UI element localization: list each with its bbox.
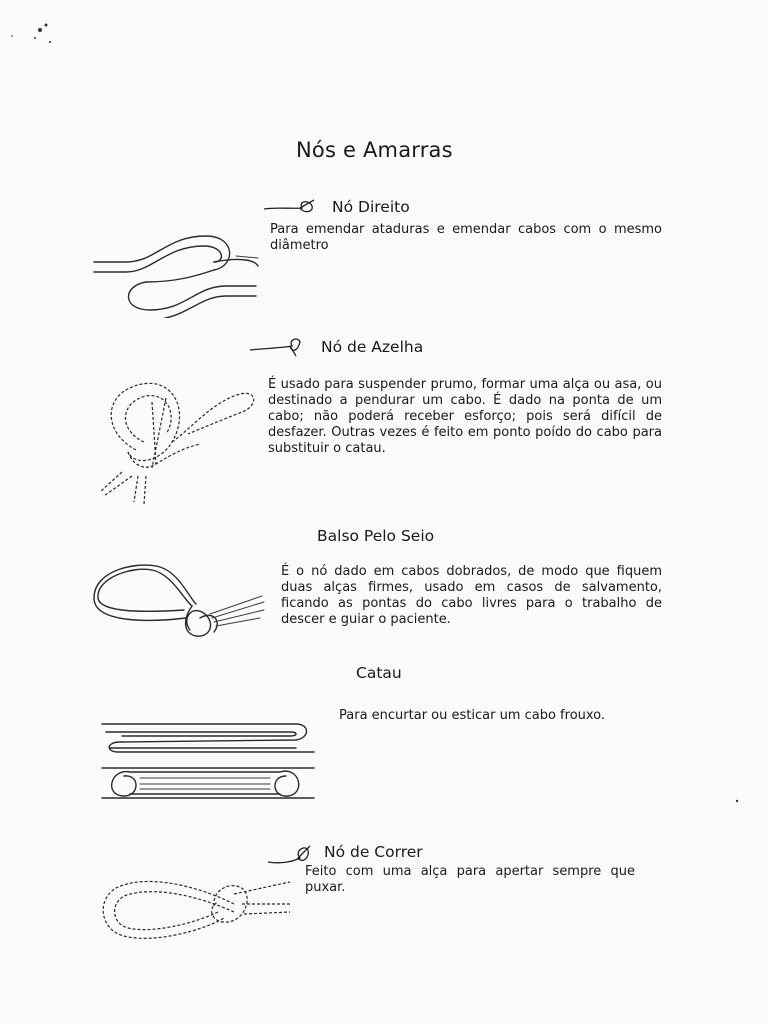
illustration-no-direito [86,226,266,318]
pointer-squiggle-2 [248,334,308,360]
illustration-catau [100,712,320,802]
scan-speck-right [732,796,742,806]
heading-no-direito: Nó Direito [332,198,410,216]
heading-balso-pelo-seio: Balso Pelo Seio [317,527,435,545]
text-no-de-correr: Feito com uma alça para apertar sempre que puxar. [305,864,635,895]
page-title: Nós e Amarras [296,138,453,162]
text-no-de-azelha: É usado para suspender prumo, formar uma alça ou asa, ou destinado a pendurar um cabo. É dado na ponta de um cabo; não poderá receber esforço; pois será difícil de desfazer. Outras vezes é feito em ponto poído do cabo para substituir o catau. [268,377,662,456]
heading-no-de-correr: Nó de Correr [324,843,423,861]
illustration-balso-pelo-seio [92,560,272,646]
heading-no-de-azelha: Nó de Azelha [321,338,424,356]
text-balso-pelo-seio: É o nó dado em cabos dobrados, de modo que fiquem duas alças firmes, usado em casos de salvamento, ficando as pontas do cabo livres para o trabalho de descer e guiar o paciente. [281,564,662,627]
scan-specks [0,0,80,60]
text-no-direito: Para emendar ataduras e emendar cabos com o mesmo diâmetro [270,222,662,253]
pointer-squiggle-1 [262,196,322,220]
text-catau: Para encurtar ou esticar um cabo frouxo. [339,708,606,723]
heading-catau: Catau [356,664,402,682]
illustration-no-de-correr [94,864,294,948]
illustration-no-de-azelha [92,372,262,512]
